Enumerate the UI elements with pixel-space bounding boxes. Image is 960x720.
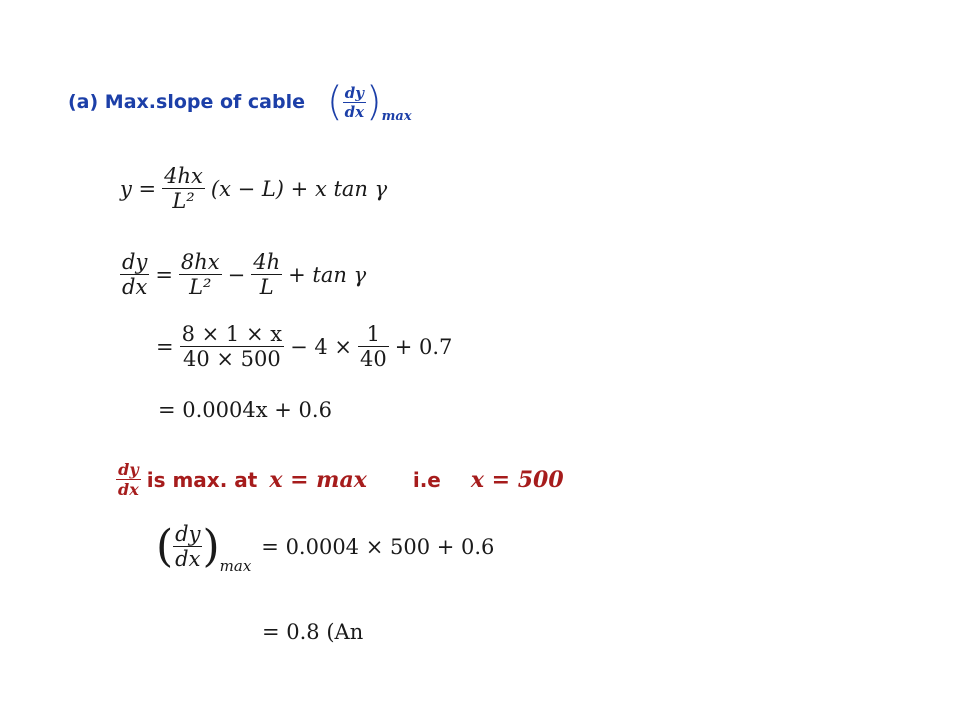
fraction-4h-over-L: $\frac{4h}{L}$ xyxy=(253,250,281,299)
max-condition: $\frac{dy}{dx}$ is max. at x = max i.e x = 500 xyxy=(118,460,564,499)
fraction-4hx-over-L2: $\frac{4hx}{\text{L²}}$ xyxy=(164,164,203,213)
equation-derivative: $\frac{dy}{dx}$ = $\frac{8hx}{\text{L²}}$ − $\frac{4h}{L}$ + tan γ xyxy=(122,250,367,299)
condition-dy-dx: $\frac{dy}{dx}$ xyxy=(118,460,139,499)
fraction-dy-dx-max: $\frac{dy}{dx}$ xyxy=(175,522,201,571)
left-paren: ( xyxy=(156,520,174,572)
fraction-8hx-over-L2: $\frac{8hx}{\text{L²}}$ xyxy=(180,250,220,299)
fraction-1-over-40: $\frac{1}{40}$ xyxy=(359,322,387,371)
fraction-8x-over-20000: $\frac{8 \times 1 \times x}{40 \times 500}$ xyxy=(181,322,283,371)
fraction-dy-dx: $\frac{dy}{dx}$ xyxy=(122,250,148,299)
section-heading xyxy=(68,79,412,125)
right-paren: ) xyxy=(202,520,220,572)
left-paren: ( xyxy=(327,79,343,125)
heading-label: (a) Max.slope of cable xyxy=(68,91,305,113)
heading-derivative: $\frac{dy}{dx}$ xyxy=(344,83,365,121)
equation-answer: = 0.8 (An xyxy=(262,620,364,644)
equation-max-slope: ( $\frac{dy}{dx}$ ) max = 0.0004 × 500 + 0.6 xyxy=(156,520,495,575)
equation-substitution: = $\frac{8 \times 1 \times x}{40 \times 500}$ − 4 × $\frac{1}{40}$ + 0.7 xyxy=(156,322,453,371)
equation-cable-profile: y = $\frac{4hx}{\text{L²}}$ (x − L) + x tan γ xyxy=(120,164,388,213)
right-paren: ) xyxy=(366,79,382,125)
equation-simplified: = 0.0004x + 0.6 xyxy=(158,398,332,422)
heading-subscript: max xyxy=(381,109,412,124)
